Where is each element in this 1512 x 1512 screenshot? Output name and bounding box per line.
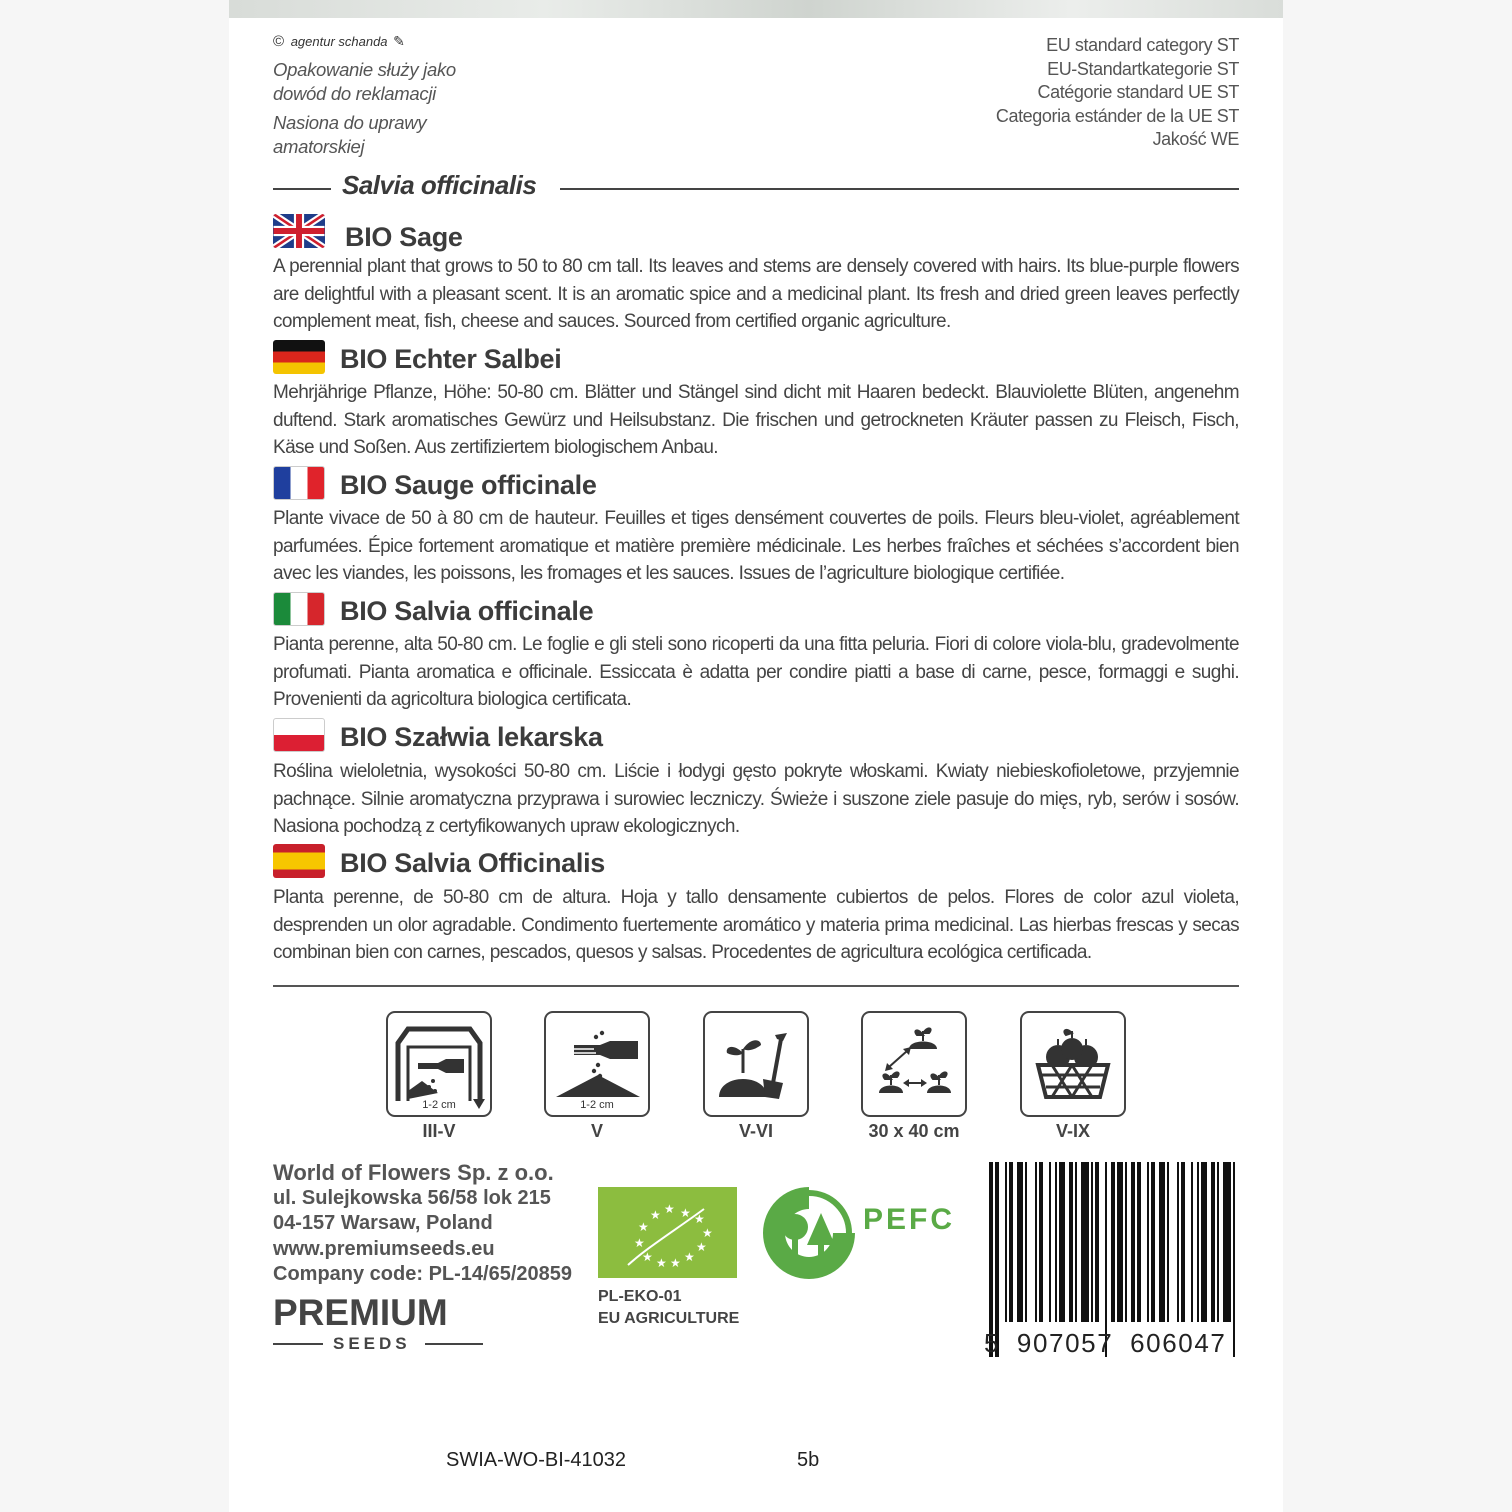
section-title: BIO Echter Salbei <box>340 344 562 374</box>
flag-uk-icon <box>273 214 325 248</box>
svg-text:★: ★ <box>656 1256 667 1270</box>
barcode-bar <box>1191 1162 1193 1322</box>
cultivation-item <box>703 1011 809 1142</box>
section-title: BIO Salvia Officinalis <box>340 848 605 878</box>
barcode-bar <box>1131 1162 1135 1322</box>
barcode-bar <box>1197 1162 1199 1322</box>
title-rule-right <box>560 188 1239 190</box>
barcode-bar <box>1159 1162 1165 1322</box>
company-name: World of Flowers Sp. z o.o. <box>273 1160 554 1185</box>
cultivation-item <box>544 1011 650 1142</box>
svg-text:★: ★ <box>634 1236 645 1250</box>
barcode-group-1: 907057 <box>1016 1328 1114 1358</box>
company-code: Company code: PL-14/65/20859 <box>273 1263 573 1285</box>
depth-label: 1-2 cm <box>580 1099 614 1111</box>
svg-text:★: ★ <box>680 1206 691 1220</box>
barcode-bar <box>1147 1162 1149 1322</box>
brand-line2: SEEDS <box>333 1334 411 1353</box>
eu-standard-line: EU-Standartkategorie ST <box>1047 58 1239 79</box>
transplanting-months: V-VI <box>738 1121 773 1141</box>
section-text: Roślina wieloletnia, wysokości 50-80 cm. Liście i łodygi gęsto pokryte włoskami. Kwiaty niebieskofioletowe, przyjemnie pachnące. Silnie aromatyczna przyprawa i surowiec leczniczy. Świeże i suszone ziele pasuje do mięs, ryb, serów i sosów. Nasiona pochodzą z certyfikowanych upraw ekologicznych. <box>273 761 1239 837</box>
svg-text:★: ★ <box>702 1226 713 1240</box>
harvest-months: V-IX <box>1055 1121 1090 1141</box>
eu-standard-block <box>996 34 1239 152</box>
barcode-bar <box>1117 1162 1123 1322</box>
organic-code: PL-EKO-01 <box>598 1288 682 1305</box>
spacing-icon <box>861 1011 967 1117</box>
svg-text:★: ★ <box>694 1212 705 1226</box>
title-rule-left <box>273 188 331 190</box>
company-website[interactable]: www.premiumseeds.eu <box>273 1237 495 1260</box>
product-code: SWIA-WO-BI-41032 <box>446 1449 627 1471</box>
barcode-bar <box>1137 1162 1141 1322</box>
transplanting-icon <box>703 1011 809 1117</box>
seed-packet-back <box>229 0 1283 1512</box>
pefc-label: PEFC <box>863 1203 956 1236</box>
company-block <box>273 1160 572 1288</box>
barcode-first-digit: 5 <box>984 1328 1001 1358</box>
section-divider <box>273 985 1239 987</box>
barcode-bar <box>1049 1162 1051 1322</box>
section-title: BIO Salvia officinale <box>340 596 594 626</box>
barcode-bar <box>1055 1162 1057 1322</box>
svg-text:★: ★ <box>696 1240 707 1254</box>
barcode-bar <box>1223 1162 1231 1322</box>
copyright-line <box>273 33 405 50</box>
barcode-number <box>984 1328 1226 1359</box>
barcode-bar <box>1167 1162 1169 1322</box>
flag-fr-icon <box>273 466 325 500</box>
eu-standard-line: Catégorie standard UE ST <box>1037 82 1239 102</box>
complaint-note: Opakowanie służy jako dowód do reklamacji <box>273 59 456 104</box>
section-text: Plante vivace de 50 à 80 cm de hauteur. Feuilles et tiges densément couvertes de poils. Fleurs bleu-violet, agréablement parfumées. Épice fortement aromatique et matière première médicinale. Les herbes fraîches et séchées s’accordent bien avec les viandes, les poissons, les fromages et les sauces. Issues de l’agriculture biologique certifiée. <box>273 508 1239 584</box>
section-title: BIO Sage <box>345 222 463 252</box>
pefc-logo <box>759 1183 969 1283</box>
svg-text:★: ★ <box>670 1256 681 1270</box>
agency-logo-icon: ✎ <box>393 33 405 49</box>
cultivation-item <box>861 1011 967 1142</box>
sowing-outdoor-months: V <box>590 1121 603 1141</box>
barcode-bar <box>1091 1162 1093 1322</box>
section-text: Pianta perenne, alta 50-80 cm. Le foglie e gli steli sono ricoperti da una fitta peluria. Fiori di colore viola-blu, gradevolmente profumati. Pianta aromatica e officinale. Essiccata è adatta per condire piatti a base di carne, pesce, formaggi e sughi. Provenienti da agricoltura biologica certificata. <box>273 634 1239 710</box>
flag-es-icon <box>273 844 325 878</box>
section-text: Mehrjährige Pflanze, Höhe: 50-80 cm. Blätter und Stängel sind dicht mit Haaren bedeckt. Blauviolette Blüten, angenehm duftend. Stark aromatisches Gewürz und Heilsubstanz. Die frischen und getrockneten Kräuter passen zu Fleisch, Fisch, Käse und Soßen. Aus zertifiziertem biologischem Anbau. <box>273 382 1239 458</box>
amateur-note: Nasiona do uprawy amatorskiej <box>273 112 427 157</box>
top-image-strip <box>229 0 1283 18</box>
barcode-bar <box>1039 1162 1043 1322</box>
svg-text:★: ★ <box>684 1250 695 1264</box>
barcode-bar <box>1211 1162 1215 1322</box>
outdoor-sowing-icon <box>544 1011 650 1117</box>
harvest-basket-icon <box>1020 1011 1126 1117</box>
barcode-bar <box>1233 1162 1235 1357</box>
latin-title-row <box>273 166 1239 206</box>
eu-organic-logo-icon <box>598 1187 737 1278</box>
barcode-bar <box>1217 1162 1219 1322</box>
barcode-group-2: 606047 <box>1130 1328 1227 1358</box>
flag-pl-icon <box>273 718 325 752</box>
barcode-bar <box>1005 1162 1007 1322</box>
svg-text:★: ★ <box>650 1208 661 1222</box>
barcode-bar <box>1151 1162 1155 1322</box>
section-title: BIO Sauge officinale <box>340 470 597 500</box>
section-title: BIO Szałwia lekarska <box>340 722 603 752</box>
barcode-bar <box>1069 1162 1073 1322</box>
eu-standard-line: Jakość WE <box>1152 129 1239 149</box>
pefc-trees-icon <box>759 1183 859 1283</box>
cultivation-item <box>386 1011 492 1142</box>
cultivation-item <box>1020 1011 1126 1142</box>
company-street: ul. Sulejkowska 56/58 lok 215 <box>273 1186 551 1209</box>
svg-text:★: ★ <box>638 1220 649 1234</box>
barcode-bar <box>1081 1162 1089 1322</box>
greenhouse-sowing-icon <box>386 1011 492 1117</box>
organic-certificate <box>598 1286 739 1330</box>
section-text: Planta perenne, de 50-80 cm de altura. Hoja y tallo densamente cubiertos de pelos. Flores de color azul violeta, desprenden un olor agradable. Condimento fuertemente aromático y materia prima medicinal. Las hierbas frescas y secas combinan bien con carnes, pescados, quesos y salsas. Procedentes de agricultura ecológica certificada. <box>273 887 1239 963</box>
organic-origin: EU AGRICULTURE <box>598 1310 740 1327</box>
barcode-bar <box>1095 1162 1099 1322</box>
svg-text:★: ★ <box>664 1202 675 1216</box>
copyright-name: agentur schanda <box>290 34 388 49</box>
sowing-indoor-months: III-V <box>422 1121 456 1141</box>
flag-it-icon <box>273 592 325 626</box>
eu-standard-line: EU standard category ST <box>1046 35 1239 55</box>
svg-text:★: ★ <box>642 1250 653 1264</box>
barcode-bar <box>1025 1162 1027 1322</box>
barcode-bar <box>1201 1162 1207 1322</box>
barcode-bar <box>1075 1162 1077 1322</box>
flag-de-icon <box>273 340 325 374</box>
barcode-bar <box>1177 1162 1179 1322</box>
premium-seeds-logo <box>273 1292 483 1354</box>
section-text: A perennial plant that grows to 50 to 80 cm tall. Its leaves and stems are densely covered with hairs. Its blue-purple flowers are delightful with a pleasant scent. It is an aromatic spice and a medicinal plant. Its fresh and dried green leaves perfectly complement meat, fish, cheese and sauces. Sourced from certified organic agriculture. <box>273 256 1239 332</box>
company-city: 04-157 Warsaw, Poland <box>273 1212 493 1234</box>
barcode-bar <box>1035 1162 1037 1322</box>
barcode-bar <box>1181 1162 1185 1322</box>
cultivation-icons <box>386 1011 1126 1146</box>
depth-label: 1-2 cm <box>422 1099 456 1111</box>
barcode-bar <box>1059 1162 1065 1322</box>
copyright-mark: © <box>273 33 285 50</box>
print-version: 5b <box>797 1449 820 1471</box>
latin-name: Salvia officinalis <box>342 170 537 200</box>
barcode-bar <box>1017 1162 1023 1322</box>
barcode-bar <box>1111 1162 1115 1322</box>
brand-line1: PREMIUM <box>273 1292 448 1333</box>
eu-standard-line: Categoria estánder de la UE ST <box>995 105 1239 126</box>
barcode-bar <box>1125 1162 1127 1322</box>
plant-spacing: 30 x 40 cm <box>868 1121 960 1141</box>
barcode-bar <box>1009 1162 1013 1322</box>
